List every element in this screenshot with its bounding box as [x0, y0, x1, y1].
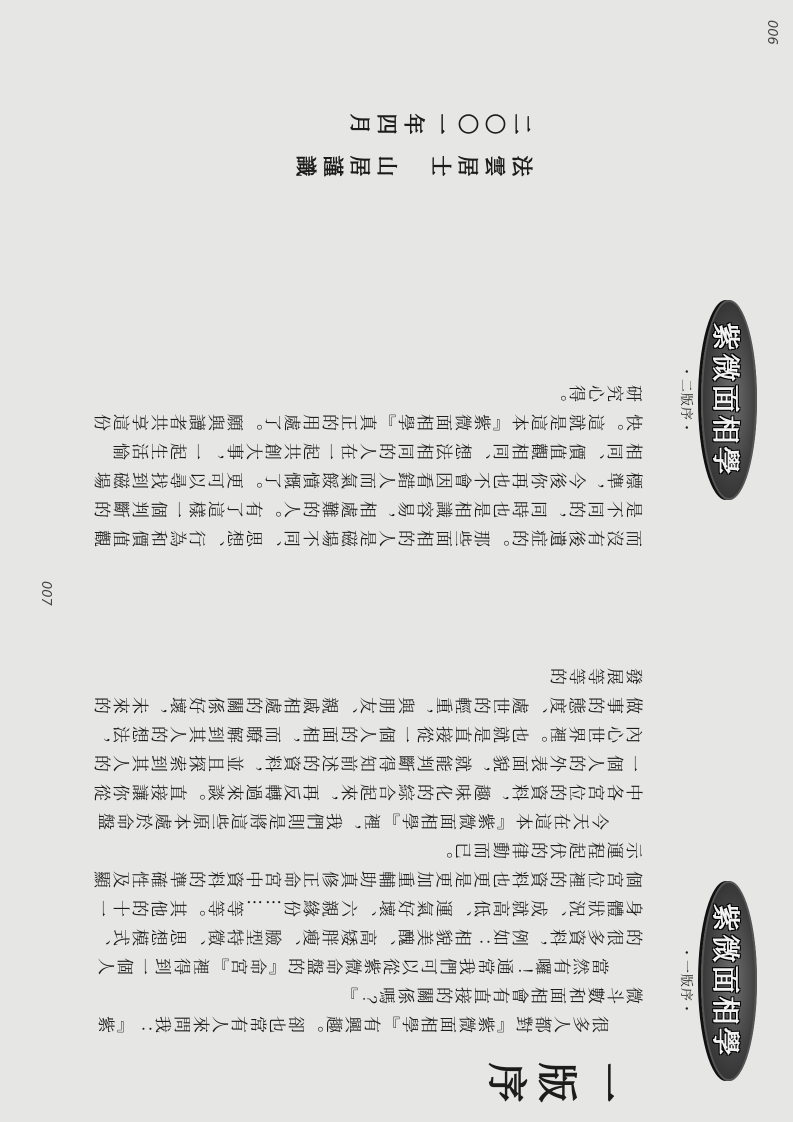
- signature-date: 二〇〇一年四月: [344, 111, 533, 136]
- book-title-badge: [701, 881, 757, 1081]
- preface-paragraph: 而沒有後遺症的。那些面相的人是磁場不同、思想、行為和價值觀是不同的，同時也是相識容易，相處難的人。有了這樣一個判斷的標準，今後你再也不會因看錯人而氣餒憤慨了。更可以尋找到磁場相同、價值觀相同、想法相同的人在一起共創大事，一起生活愉快。這就是這本『紫微面相學』真正的用處了。願與讀者共享這份研究心得。: [92, 381, 643, 546]
- preface-paragraph: 很多人都對『紫微面相學』有興趣。卻也常有人來問我：『紫微斗數和面相會有直接的關係嗎？』: [96, 983, 643, 1032]
- preface-body: [83, 571, 643, 1036]
- signature-author: 法雲居士 山居謹識: [290, 153, 533, 178]
- book-title: 紫微面相學: [709, 903, 742, 1059]
- page-007: [0, 561, 793, 1122]
- preface-paragraph: 當然有囉！通常我們可以從紫微命盤的『命宮』裡得到一個人的很多資料，例如：相貌美醜、高矮胖瘦、臉型特徵、思想模式、身體狀況、成就高低、運氣好壞、六親緣份……等等。其他的十一個宮位裡的資料也更是更加重輔助真修正命宮中資料的準確性及顯示運程起伏的律動而已。: [92, 838, 643, 974]
- page-header: [643, 561, 793, 1122]
- page-header: [643, 0, 793, 561]
- page-number: 007: [38, 581, 53, 606]
- book-title-badge: [701, 300, 757, 500]
- section-label: ・二版序・: [678, 364, 693, 435]
- page-number: 006: [764, 20, 779, 45]
- chapter-heading: 一版序: [478, 1056, 628, 1103]
- preface-body: [83, 280, 643, 550]
- preface-paragraph: 今天在這本『紫微面相學』裡，我們則是將這些原本處於命盤中各宮位的資料，趣味化的綜合起來，再反轉過來談。直接讓你從一個人的外表面貌，就能判斷得知前述的資料，並且探索到其人的內心世界裡。也就是直接從一個人的面相，而瞭解到其人的想法，做事的態度、處世的輕重，與朋友、親戚相處的關係好壞，未來的發展等等的: [92, 664, 643, 829]
- signature-block: [283, 60, 533, 180]
- section-label: ・一版序・: [678, 945, 693, 1016]
- book-title: 紫微面相學: [709, 322, 742, 478]
